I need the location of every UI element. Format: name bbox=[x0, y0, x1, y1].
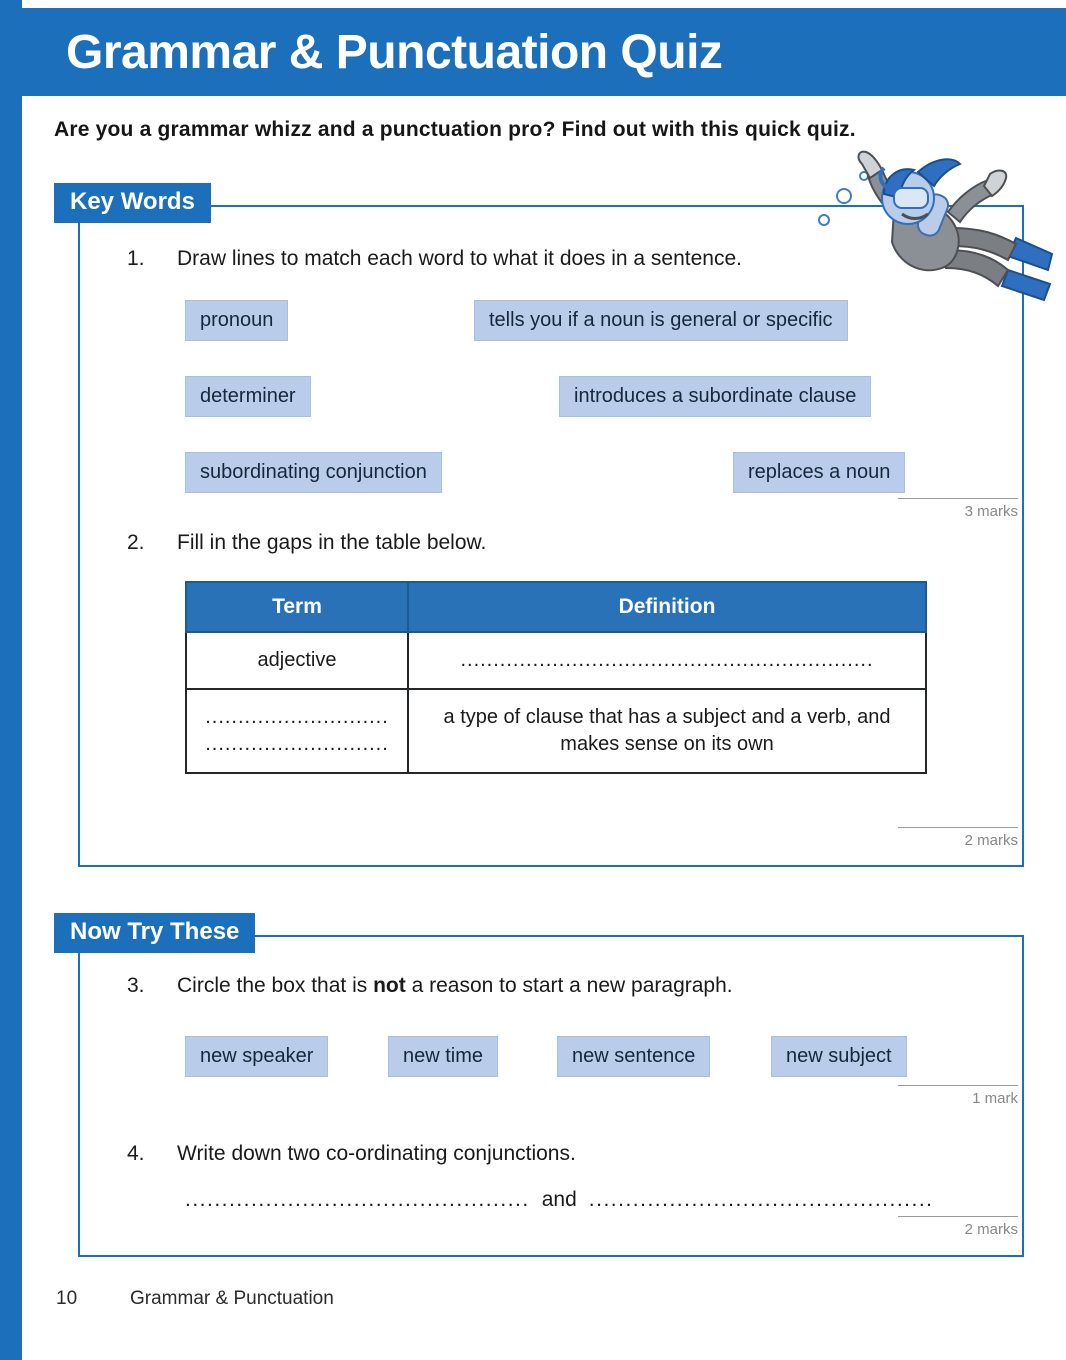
question-3 bbox=[127, 974, 733, 998]
match-definition-subordinate-clause[interactable]: introduces a subordinate clause bbox=[559, 376, 871, 417]
table-cell-term-adjective: adjective bbox=[186, 632, 408, 689]
page-content bbox=[22, 0, 1066, 1360]
page-title-bar bbox=[22, 8, 1066, 96]
table-header-definition: Definition bbox=[408, 582, 926, 632]
question-3-text bbox=[177, 974, 733, 998]
marks-question-3: 1 mark bbox=[898, 1085, 1018, 1107]
answer-blank-right[interactable]: ............................................... bbox=[588, 1188, 934, 1211]
table-row bbox=[186, 632, 926, 689]
question-4 bbox=[127, 1142, 576, 1166]
scuba-diver-illustration bbox=[802, 150, 1062, 350]
terms-definitions-table bbox=[185, 581, 927, 774]
marks-question-4: 2 marks bbox=[898, 1216, 1018, 1238]
footer-label: Grammar & Punctuation bbox=[130, 1288, 334, 1309]
match-word-determiner[interactable]: determiner bbox=[185, 376, 311, 417]
match-word-pronoun[interactable]: pronoun bbox=[185, 300, 288, 341]
question-1-text: Draw lines to match each word to what it does in a sentence. bbox=[177, 247, 742, 270]
table-row bbox=[186, 689, 926, 773]
answer-blank-left[interactable]: ............................................... bbox=[185, 1188, 530, 1211]
match-definition-general-or-specific[interactable]: tells you if a noun is general or specific bbox=[474, 300, 848, 341]
footer-page-number: 10 bbox=[56, 1288, 78, 1309]
question-4-answer-lines[interactable] bbox=[185, 1188, 934, 1212]
option-new-speaker[interactable]: new speaker bbox=[185, 1036, 328, 1077]
option-new-subject[interactable]: new subject bbox=[771, 1036, 907, 1077]
table-header-term: Term bbox=[186, 582, 408, 632]
question-3-text-after: a reason to start a new paragraph. bbox=[405, 974, 733, 997]
table-cell-definition-blank[interactable]: ............................................................... bbox=[408, 632, 926, 689]
table-cell-term-blank[interactable] bbox=[186, 689, 408, 773]
question-4-text: Write down two co-ordinating conjunctions. bbox=[177, 1142, 576, 1165]
answer-joiner: and bbox=[541, 1188, 577, 1211]
match-definition-replaces-noun[interactable]: replaces a noun bbox=[733, 452, 905, 493]
marks-question-1: 3 marks bbox=[898, 498, 1018, 520]
question-2 bbox=[127, 531, 486, 555]
intro-text: Are you a grammar whizz and a punctuation pro? Find out with this quick quiz. bbox=[54, 118, 856, 141]
table-header-row bbox=[186, 582, 926, 632]
option-new-sentence[interactable]: new sentence bbox=[557, 1036, 710, 1077]
section-tab-key-words: Key Words bbox=[54, 183, 211, 223]
question-3-number: 3. bbox=[127, 974, 145, 997]
question-2-text: Fill in the gaps in the table below. bbox=[177, 531, 487, 554]
match-word-subordinating-conjunction[interactable]: subordinating conjunction bbox=[185, 452, 442, 493]
table-cell-term-blank-line-1: ............................ bbox=[205, 706, 389, 728]
page-spine bbox=[0, 0, 22, 1360]
option-new-time[interactable]: new time bbox=[388, 1036, 498, 1077]
page-title: Grammar & Punctuation Quiz bbox=[66, 25, 723, 79]
question-3-text-before: Circle the box that is bbox=[177, 974, 374, 997]
question-4-number: 4. bbox=[127, 1142, 145, 1165]
table-cell-definition-clause: a type of clause that has a subject and a verb, and makes sense on its own bbox=[408, 689, 926, 773]
question-1-number: 1. bbox=[127, 247, 145, 270]
page-footer bbox=[56, 1288, 334, 1310]
table-cell-term-blank-line-2: ............................ bbox=[205, 733, 389, 755]
section-tab-now-try-these: Now Try These bbox=[54, 913, 255, 953]
question-3-text-bold: not bbox=[373, 974, 406, 997]
marks-question-2: 2 marks bbox=[898, 827, 1018, 849]
question-1 bbox=[127, 247, 742, 271]
question-2-number: 2. bbox=[127, 531, 145, 554]
